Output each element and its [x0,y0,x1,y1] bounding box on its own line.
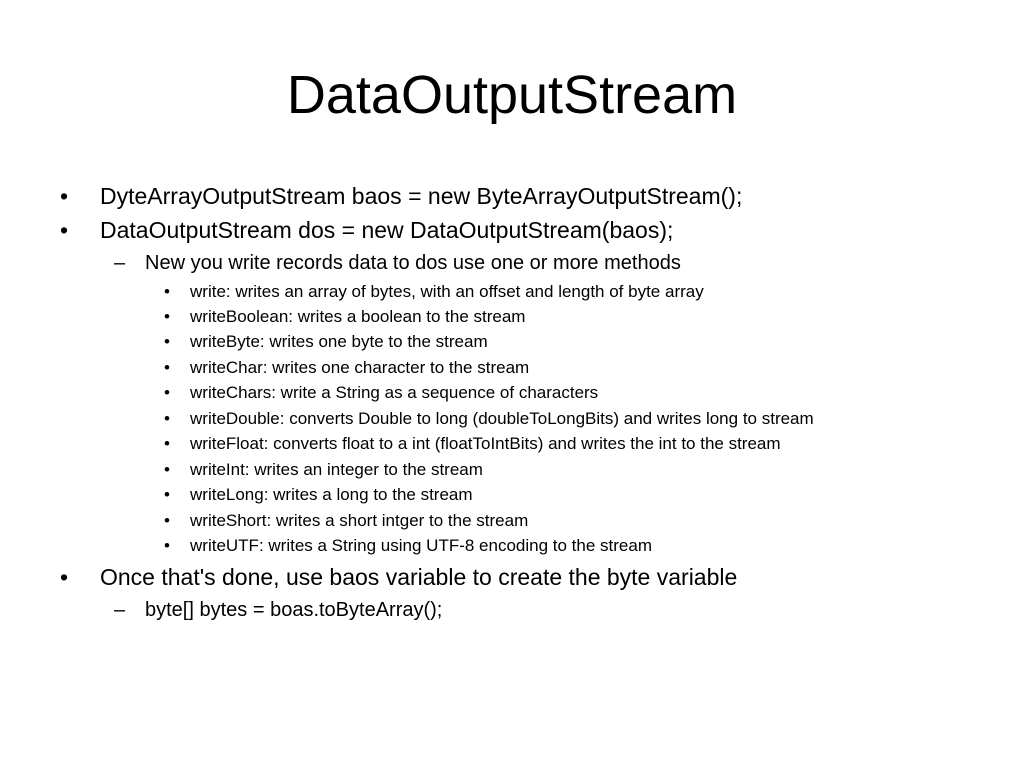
method-bullet-marker: • [164,434,170,453]
method-item-writeboolean: writeBoolean: writes a boolean to the stream [190,307,526,326]
method-bullet-marker: • [164,358,170,377]
bullet-marker: • [60,564,69,590]
method-item-writefloat: writeFloat: converts float to a int (floatToIntBits) and writes the int to the stream [190,434,781,453]
slide-title: DataOutputStream [286,65,738,125]
method-item-writelong: writeLong: writes a long to the stream [190,485,473,504]
method-item-writeint: writeInt: writes an integer to the stream [190,460,483,479]
method-bullet-marker: • [164,409,170,428]
bullet-text: DataOutputStream dos = new DataOutputStream(baos); [100,217,674,243]
bullet-text: DyteArrayOutputStream baos = new ByteArrayOutputStream(); [100,183,743,209]
method-bullet-marker: • [164,460,170,479]
method-item-write: write: writes an array of bytes, with an offset and length of byte array [190,282,704,301]
method-bullet-marker: • [164,282,170,301]
bullet-marker: • [60,217,69,243]
method-bullet-marker: • [164,307,170,326]
sub-bullet-text: New you write records data to dos use one or more methods [145,252,681,274]
method-item-writechars: writeChars: write a String as a sequence of characters [190,383,599,402]
method-item-writeshort: writeShort: writes a short intger to the stream [190,511,529,530]
method-bullet-marker: • [164,511,170,530]
sub-bullet-marker: – [114,252,126,274]
bullet-marker: • [60,183,69,209]
method-item-writedouble: writeDouble: converts Double to long (doubleToLongBits) and writes long to stream [190,409,814,428]
method-bullet-marker: • [164,536,170,555]
sub-bullet-text: byte[] bytes = boas.toByteArray(); [145,599,443,621]
method-bullet-marker: • [164,485,170,504]
sub-bullet-marker: – [114,599,126,621]
method-item-writeutf: writeUTF: writes a String using UTF-8 encoding to the stream [190,536,652,555]
method-item-writebyte: writeByte: writes one byte to the stream [190,332,488,351]
method-item-writechar: writeChar: writes one character to the stream [190,358,530,377]
method-bullet-marker: • [164,332,170,351]
method-bullet-marker: • [164,383,170,402]
bullet-text: Once that's done, use baos variable to create the byte variable [100,564,738,590]
